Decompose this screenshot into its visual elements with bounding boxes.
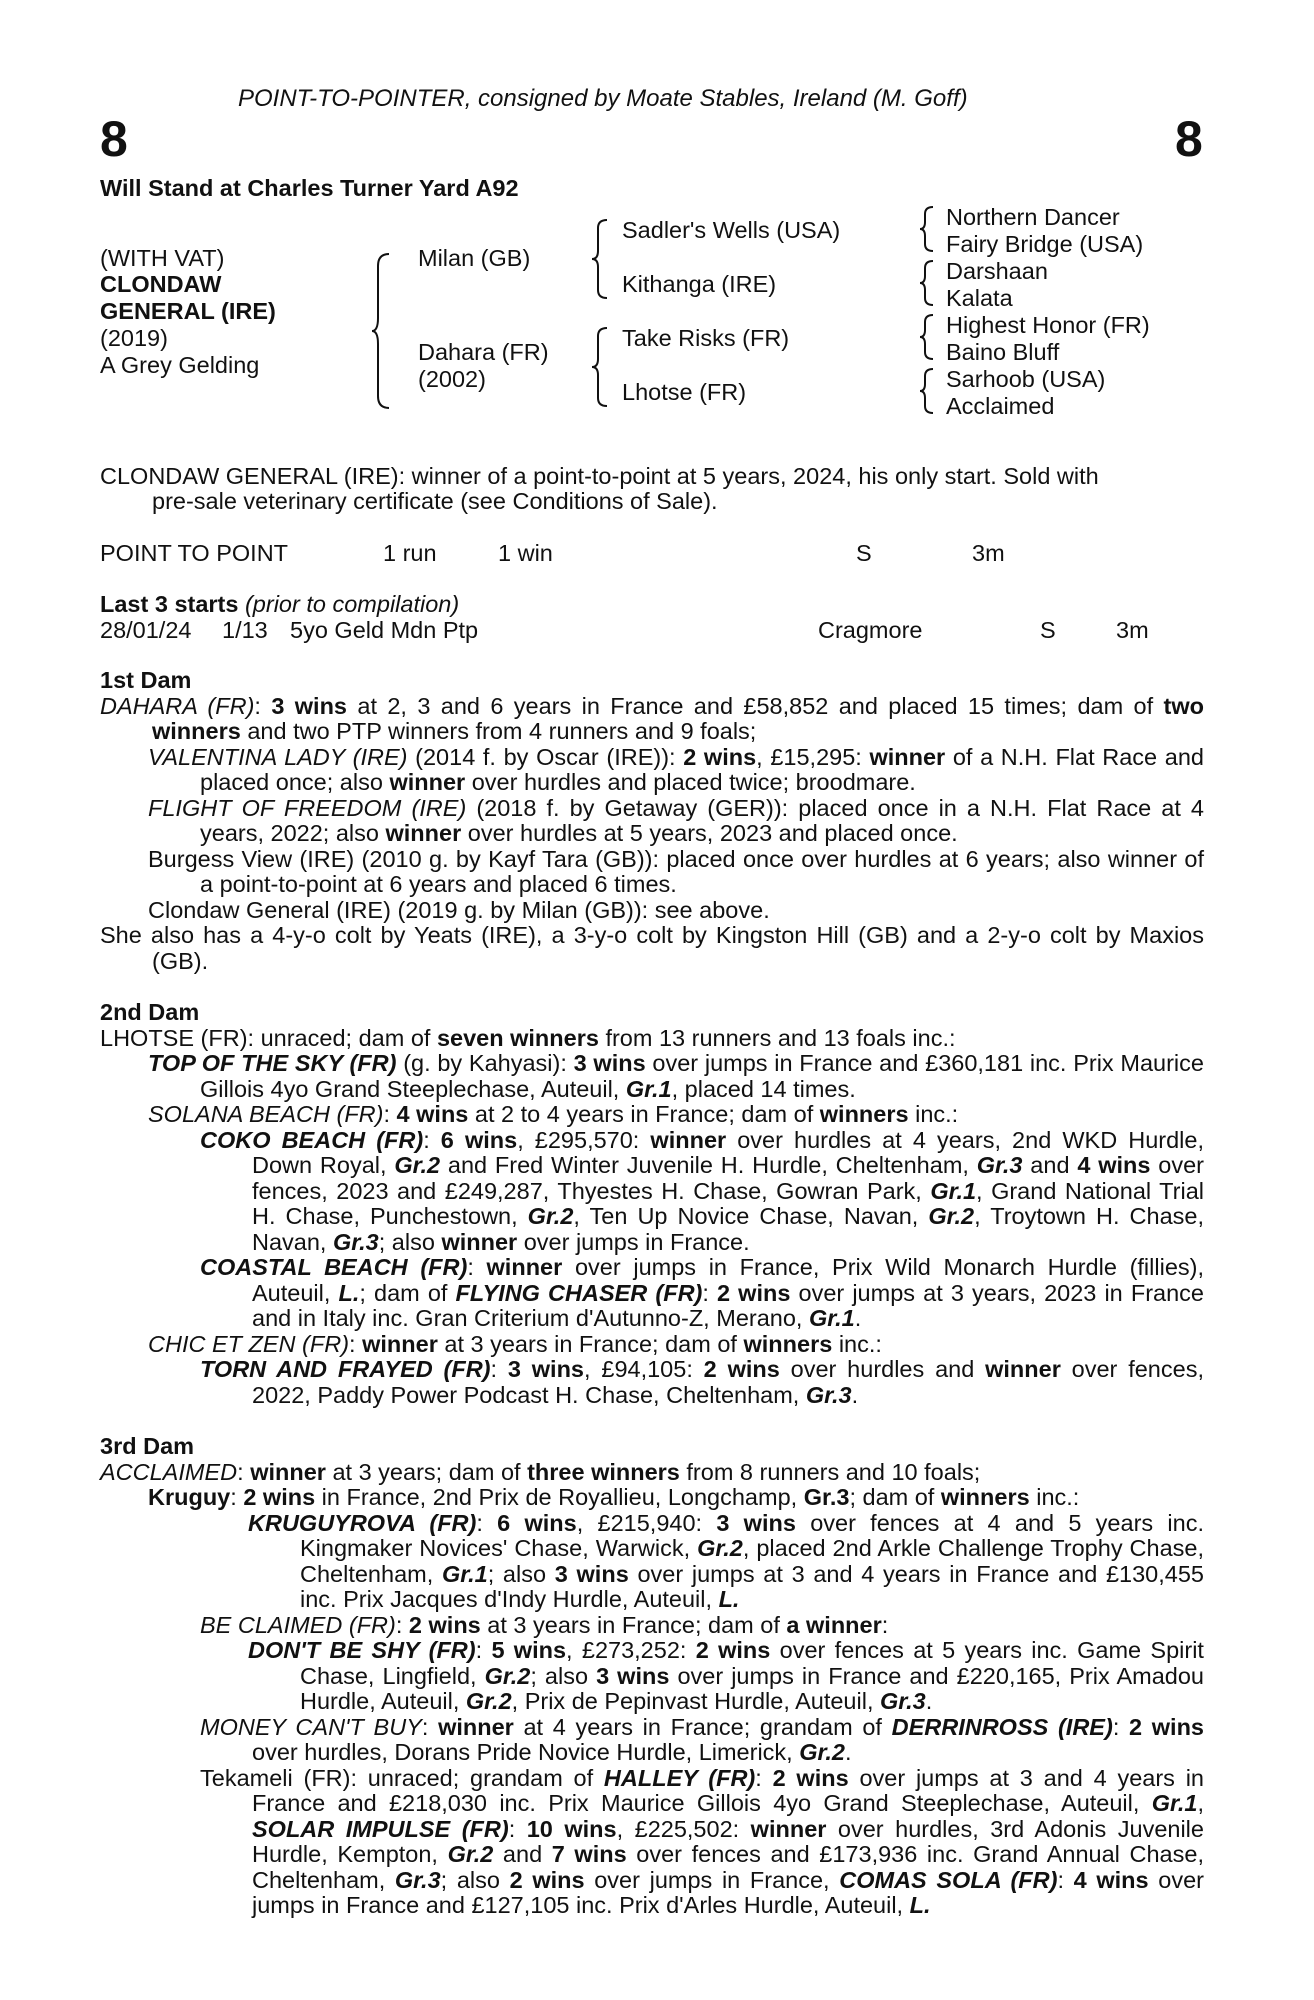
grade-text: Gr.1 xyxy=(441,1560,488,1587)
text: (2018 f. by Getaway (GER)): placed once in a N.H. Flat Race at 4 years, 2022; also xyxy=(200,794,1204,846)
winners-text: winners xyxy=(940,1484,1030,1510)
produce-entry xyxy=(100,1485,1204,1511)
text: : xyxy=(230,1484,244,1510)
text: at 3 years in France; dam of xyxy=(437,1330,744,1357)
produce-entry xyxy=(100,1638,1204,1715)
grade-text: L. xyxy=(338,1279,360,1306)
text: of a N.H. Flat Race and placed once; also xyxy=(200,743,1204,795)
text: over jumps at 3 and 4 years in France and £130,455 inc. Prix Jacques d'Indy Hurdle, Auteuil, xyxy=(300,1560,1204,1612)
wins-text: 2 wins xyxy=(509,1866,585,1893)
text: : xyxy=(881,1611,889,1638)
produce-entry xyxy=(100,1102,1204,1128)
grade-text: L. xyxy=(909,1892,931,1918)
grade-text: Gr.2 xyxy=(697,1535,743,1561)
produce-name: KRUGUYROVA (FR) xyxy=(248,1509,477,1536)
text: inc.: xyxy=(832,1330,882,1357)
grade-text: Gr.2 xyxy=(527,1203,574,1229)
text: : xyxy=(1057,1866,1074,1893)
text: ; also xyxy=(378,1228,442,1255)
wins-text: 2 wins xyxy=(408,1611,481,1638)
text: ; also xyxy=(487,1560,555,1587)
text: and xyxy=(493,1841,552,1867)
third-dam-entry xyxy=(100,1460,1204,1486)
text: over jumps in France and £360,181 inc. Prix Maurice Gillois 4yo Grand Steeplechase, Auteuil, xyxy=(200,1050,1204,1102)
produce-name: Kruguy xyxy=(148,1484,231,1510)
text: at 2, 3 and 6 years in France and £58,852 and placed 15 times; dam of xyxy=(347,692,1164,719)
grade-text: Gr.3 xyxy=(805,1381,852,1408)
winner-text: winner xyxy=(438,1713,514,1740)
text: . xyxy=(854,1305,862,1331)
produce-entry xyxy=(100,1051,1204,1102)
text: and two PTP winners from 4 runners and 9 foals; xyxy=(240,718,757,744)
brace-icon xyxy=(920,259,936,307)
text: : xyxy=(508,1815,527,1842)
start-position: 1/13 xyxy=(222,617,268,643)
text: : xyxy=(467,1254,487,1280)
text: over hurdles, Dorans Pride Novice Hurdle, Limerick, xyxy=(252,1739,800,1765)
stand-location: Will Stand at Charles Turner Yard A92 xyxy=(100,175,519,201)
first-dam-entry xyxy=(100,694,1204,745)
record-label: POINT TO POINT xyxy=(100,540,289,566)
winners-text: seven winners xyxy=(436,1024,599,1051)
text: and Fred Winter Juvenile H. Hurdle, Cheltenham, xyxy=(440,1152,977,1178)
text: at 2 to 4 years in France; dam of xyxy=(468,1101,820,1127)
start-ground: S xyxy=(1040,617,1056,643)
ancestor-ssd: Fairy Bridge (USA) xyxy=(946,231,1144,257)
grade-text: Gr.2 xyxy=(447,1841,494,1867)
winners-text: two winners xyxy=(152,692,1204,744)
text: : xyxy=(490,1356,508,1382)
grade-text: Gr.2 xyxy=(484,1662,531,1689)
dam-name-text: ACCLAIMED xyxy=(100,1458,238,1485)
ancestor-dds: Sarhoob (USA) xyxy=(946,366,1106,392)
produce-name: DERRINROSS (IRE) xyxy=(891,1713,1113,1740)
produce-record xyxy=(100,668,1204,1919)
winners-text: three winners xyxy=(527,1458,680,1485)
winner-text: winner xyxy=(362,1330,438,1357)
text: over fences, 2023 and £249,287, Thyestes H. Chase, Gowran Park, xyxy=(252,1152,1204,1204)
sire-sire: Sadler's Wells (USA) xyxy=(622,217,841,243)
record-distance: 3m xyxy=(972,540,1005,566)
text: over jumps at 3 years, 2023 in France and in Italy inc. Gran Criterium d'Autunno-Z, Merano, xyxy=(252,1279,1204,1331)
text: from 8 runners and 10 foals; xyxy=(679,1458,981,1485)
second-dam-entry xyxy=(100,1026,1204,1052)
winner-text: winner xyxy=(750,1815,827,1842)
text: : xyxy=(254,692,272,719)
winners-text: winners xyxy=(743,1330,833,1357)
grade-text: Gr.3 xyxy=(880,1688,926,1714)
text: : xyxy=(702,1279,718,1306)
text: at 3 years; dam of xyxy=(325,1458,528,1485)
produce-name: MONEY CAN'T BUY xyxy=(200,1713,422,1740)
first-dam-heading: 1st Dam xyxy=(100,667,192,693)
grade-text: Gr.3 xyxy=(333,1228,379,1255)
produce-entry xyxy=(100,1332,1204,1358)
start-distance: 3m xyxy=(1116,617,1149,643)
grade-text: Gr.2 xyxy=(465,1688,512,1714)
produce-name: VALENTINA LADY (IRE) xyxy=(148,743,408,770)
ancestor-dsd: Baino Bluff xyxy=(946,339,1060,365)
dam-dam: Lhotse (FR) xyxy=(622,379,747,405)
produce-name: COMAS SOLA (FR) xyxy=(839,1866,1058,1893)
brace-icon xyxy=(592,326,610,408)
sire-name: Milan (GB) xyxy=(418,245,531,271)
text: : xyxy=(423,1126,441,1153)
produce-entry xyxy=(100,1128,1204,1256)
wins-text: 3 wins xyxy=(554,1560,629,1587)
grade-text: L. xyxy=(718,1586,740,1612)
vat-note: (WITH VAT) xyxy=(100,245,225,271)
dam-sire: Take Risks (FR) xyxy=(622,325,790,351)
record-ground: S xyxy=(856,540,872,566)
text: over jumps in France and £127,105 inc. Prix d'Arles Hurdle, Auteuil, xyxy=(252,1866,1204,1918)
produce-entry: Clondaw General (IRE) (2019 g. by Milan (GB)): see above. xyxy=(148,896,770,923)
third-dam-heading: 3rd Dam xyxy=(100,1433,195,1459)
produce-entry xyxy=(100,745,1204,796)
text: , £225,502: xyxy=(616,1815,751,1842)
produce-entry xyxy=(100,1766,1204,1919)
text: , £215,940: xyxy=(576,1509,717,1536)
start-date: 28/01/24 xyxy=(100,617,192,643)
grade-text: Gr.2 xyxy=(799,1739,845,1765)
produce-entry xyxy=(100,796,1204,847)
text: : xyxy=(475,1637,492,1663)
summary-line1: CLONDAW GENERAL (IRE): winner of a point-to-point at 5 years, 2024, his only start. Sold with xyxy=(100,463,1099,489)
produce-entry xyxy=(100,1357,1204,1408)
horse-description: A Grey Gelding xyxy=(100,352,260,378)
text: over fences at 5 years inc. Game Spirit Chase, Lingfield, xyxy=(300,1637,1204,1689)
text: , £295,570: xyxy=(517,1126,651,1153)
ancestor-sds: Darshaan xyxy=(946,258,1048,284)
produce-entry xyxy=(100,1613,1204,1639)
text: from 13 runners and 13 foals inc.: xyxy=(598,1024,956,1051)
text: . xyxy=(925,1688,933,1714)
lot-number-left: 8 xyxy=(100,111,128,167)
text: at 3 years in France; dam of xyxy=(480,1611,787,1638)
text: over jumps in France, xyxy=(584,1866,840,1893)
grade-text: Gr.1 xyxy=(808,1305,855,1331)
wins-text: 2 wins xyxy=(772,1764,849,1791)
text: , Prix de Pepinvast Hurdle, Auteuil, xyxy=(511,1688,880,1714)
produce-name: TOP OF THE SKY (FR) xyxy=(148,1050,397,1076)
text: inc.: xyxy=(1029,1484,1080,1510)
wins-text: 3 wins xyxy=(596,1662,670,1689)
winner-text: winner xyxy=(869,743,946,770)
text: : xyxy=(755,1764,773,1791)
brace-icon xyxy=(920,205,936,253)
dam-name: Dahara (FR) xyxy=(418,339,549,365)
produce-name: DON'T BE SHY (FR) xyxy=(248,1637,476,1663)
produce-name: COKO BEACH (FR) xyxy=(200,1126,424,1153)
text: : xyxy=(237,1458,251,1485)
ancestor-sss: Northern Dancer xyxy=(946,204,1120,230)
brace-icon xyxy=(592,218,610,300)
produce-name: COASTAL BEACH (FR) xyxy=(200,1254,468,1280)
horse-year: (2019) xyxy=(100,325,168,351)
text: , placed 14 times. xyxy=(671,1075,856,1102)
lot-number-right: 8 xyxy=(1175,111,1203,167)
wins-text: 6 wins xyxy=(440,1126,518,1153)
wins-text: 3 wins xyxy=(507,1356,585,1382)
wins-text: 5 wins xyxy=(491,1637,567,1663)
text: : xyxy=(349,1330,363,1357)
text: over hurdles at 4 years, 2nd WKD Hurdle, Down Royal, xyxy=(252,1126,1204,1178)
text: inc.: xyxy=(908,1101,959,1127)
produce-entry xyxy=(100,1715,1204,1766)
last-starts-title: Last 3 starts xyxy=(100,591,239,617)
text: over fences at 4 and 5 years inc. Kingmaker Novices' Chase, Warwick, xyxy=(300,1509,1204,1561)
winner-text: winner xyxy=(389,769,466,795)
wins-text: 10 wins xyxy=(526,1815,617,1842)
produce-entry xyxy=(100,1255,1204,1332)
wins-text: 2 wins xyxy=(717,1279,791,1306)
text: , £94,105: xyxy=(584,1356,704,1382)
produce-name: HALLEY (FR) xyxy=(603,1764,756,1791)
wins-text: 4 wins xyxy=(1073,1866,1149,1893)
text: over jumps in France, Prix Wild Monarch Hurdle (fillies), Auteuil, xyxy=(252,1254,1204,1306)
text: : xyxy=(383,1101,397,1127)
text: , xyxy=(1197,1790,1204,1816)
wins-text: 4 wins xyxy=(1077,1152,1151,1178)
winner-text: a winner xyxy=(786,1611,882,1638)
dam-year: (2002) xyxy=(418,366,486,392)
grade-text: Gr.3 xyxy=(976,1152,1023,1178)
text: , Ten Up Novice Chase, Navan, xyxy=(573,1203,929,1229)
text: , £15,295: xyxy=(756,743,870,770)
text: and xyxy=(1022,1152,1078,1178)
text: over hurdles and xyxy=(779,1356,986,1382)
wins-text: 7 wins xyxy=(551,1841,627,1867)
text: (2014 f. by Oscar (IRE)): xyxy=(407,743,684,770)
produce-name: TORN AND FRAYED (FR) xyxy=(200,1356,491,1382)
ancestor-ddd: Acclaimed xyxy=(946,393,1055,419)
last-starts-heading xyxy=(100,592,459,618)
produce-note: She also has a 4-y-o colt by Yeats (IRE), a 3-y-o colt by Kingston Hill (GB) and a 2-y-o colt by Maxios (GB). xyxy=(100,922,1204,974)
text: over fences and £173,936 inc. Grand Annual Chase, Cheltenham, xyxy=(252,1841,1204,1893)
wins-text: 2 wins xyxy=(1129,1713,1204,1740)
text: over hurdles, 3rd Adonis Juvenile Hurdle, Kempton, xyxy=(252,1815,1204,1867)
text: ; dam of xyxy=(849,1484,941,1510)
horse-name-line1: CLONDAW xyxy=(100,271,222,297)
winner-text: winner xyxy=(250,1458,326,1485)
wins-text: 3 wins xyxy=(271,692,348,719)
text: ; dam of xyxy=(359,1279,456,1306)
text: over hurdles at 5 years, 2023 and placed once. xyxy=(461,820,958,846)
sire-dam: Kithanga (IRE) xyxy=(622,271,777,297)
record-runs: 1 run xyxy=(383,540,437,566)
text: Tekameli (FR): unraced; grandam of xyxy=(200,1764,604,1791)
ancestor-sdd: Kalata xyxy=(946,285,1013,311)
grade-text: Gr.1 xyxy=(625,1075,672,1102)
produce-name: FLYING CHASER (FR) xyxy=(455,1279,703,1306)
summary-line2: pre-sale veterinary certificate (see Conditions of Sale). xyxy=(152,488,718,514)
wins-text: 2 wins xyxy=(243,1484,316,1510)
winner-text: winner xyxy=(441,1228,518,1255)
record-wins: 1 win xyxy=(498,540,553,566)
text: over hurdles and placed twice; broodmare. xyxy=(465,769,916,795)
winner-text: winner xyxy=(650,1126,727,1153)
grade-text: Gr.1 xyxy=(930,1177,977,1204)
grade-text: Gr.2 xyxy=(394,1152,441,1178)
grade-text: Gr.3 xyxy=(394,1866,441,1893)
grade-text: Gr.2 xyxy=(928,1203,975,1229)
text: over jumps in France. xyxy=(517,1228,750,1255)
wins-text: 2 wins xyxy=(683,743,757,770)
last-starts-note: (prior to compilation) xyxy=(244,591,460,617)
text: : xyxy=(395,1611,409,1638)
winner-text: winner xyxy=(985,1356,1061,1382)
text: : xyxy=(421,1713,439,1740)
grade-text: Gr.3 xyxy=(803,1484,850,1510)
text: LHOTSE (FR): unraced; dam of xyxy=(100,1024,437,1051)
text: : xyxy=(476,1509,498,1536)
horse-name-line2: GENERAL (IRE) xyxy=(100,298,276,324)
text: over jumps at 3 and 4 years in France and £218,030 inc. Prix Maurice Gillois 4yo Grand Steeplechase, Auteuil, xyxy=(252,1764,1204,1816)
winner-text: winner xyxy=(486,1254,563,1280)
ancestor-dss: Highest Honor (FR) xyxy=(946,312,1150,338)
grade-text: Gr.1 xyxy=(1151,1790,1198,1816)
text: (g. by Kahyasi): xyxy=(396,1050,574,1076)
text: : xyxy=(1112,1713,1130,1740)
produce-name: CHIC ET ZEN (FR) xyxy=(148,1330,350,1357)
produce-entry: Burgess View (IRE) (2010 g. by Kayf Tara (GB)): placed once over hurdles at 6 years; also winner of a point-to-point at 6 years and placed 6 times. xyxy=(148,845,1204,897)
text: , Grand National Trial H. Chase, Punchestown, xyxy=(252,1177,1205,1229)
text: . xyxy=(851,1381,859,1408)
dam-name-text: DAHARA (FR) xyxy=(100,692,255,719)
text: , placed 2nd Arkle Challenge Trophy Chase, Cheltenham, xyxy=(300,1535,1204,1587)
produce-name: BE CLAIMED (FR) xyxy=(200,1611,396,1638)
wins-text: 2 wins xyxy=(695,1637,771,1663)
winner-text: winner xyxy=(385,820,462,846)
produce-name: SOLANA BEACH (FR) xyxy=(148,1101,384,1127)
produce-name: FLIGHT OF FREEDOM (IRE) xyxy=(148,794,467,821)
wins-text: 2 wins xyxy=(703,1356,780,1382)
text: , Troytown H. Chase, Navan, xyxy=(252,1203,1205,1255)
text: , £273,252: xyxy=(566,1637,696,1663)
text: in France, 2nd Prix de Royallieu, Longchamp, xyxy=(315,1484,804,1510)
text: ; also xyxy=(440,1866,510,1893)
winners-text: winners xyxy=(819,1101,909,1127)
produce-entry xyxy=(100,1511,1204,1613)
text: ; also xyxy=(530,1662,597,1689)
second-dam-heading: 2nd Dam xyxy=(100,999,200,1025)
brace-icon xyxy=(920,313,936,361)
produce-name: SOLAR IMPULSE (FR) xyxy=(252,1815,509,1842)
wins-text: 4 wins xyxy=(396,1101,469,1127)
brace-icon xyxy=(920,367,936,415)
text: at 4 years in France; grandam of xyxy=(513,1713,892,1740)
consignor-line: POINT-TO-POINTER, consigned by Moate Stables, Ireland (M. Goff) xyxy=(238,85,968,112)
text: over jumps in France and £220,165, Prix Amadou Hurdle, Auteuil, xyxy=(300,1662,1204,1714)
start-course: Cragmore xyxy=(818,617,923,643)
wins-text: 3 wins xyxy=(716,1509,796,1536)
wins-text: 6 wins xyxy=(497,1509,577,1536)
text: . xyxy=(844,1739,852,1765)
wins-text: 3 wins xyxy=(573,1050,646,1076)
text: over fences, 2022, Paddy Power Podcast H. Chase, Cheltenham, xyxy=(252,1356,1204,1408)
brace-icon xyxy=(372,252,392,410)
start-race: 5yo Geld Mdn Ptp xyxy=(290,617,479,643)
